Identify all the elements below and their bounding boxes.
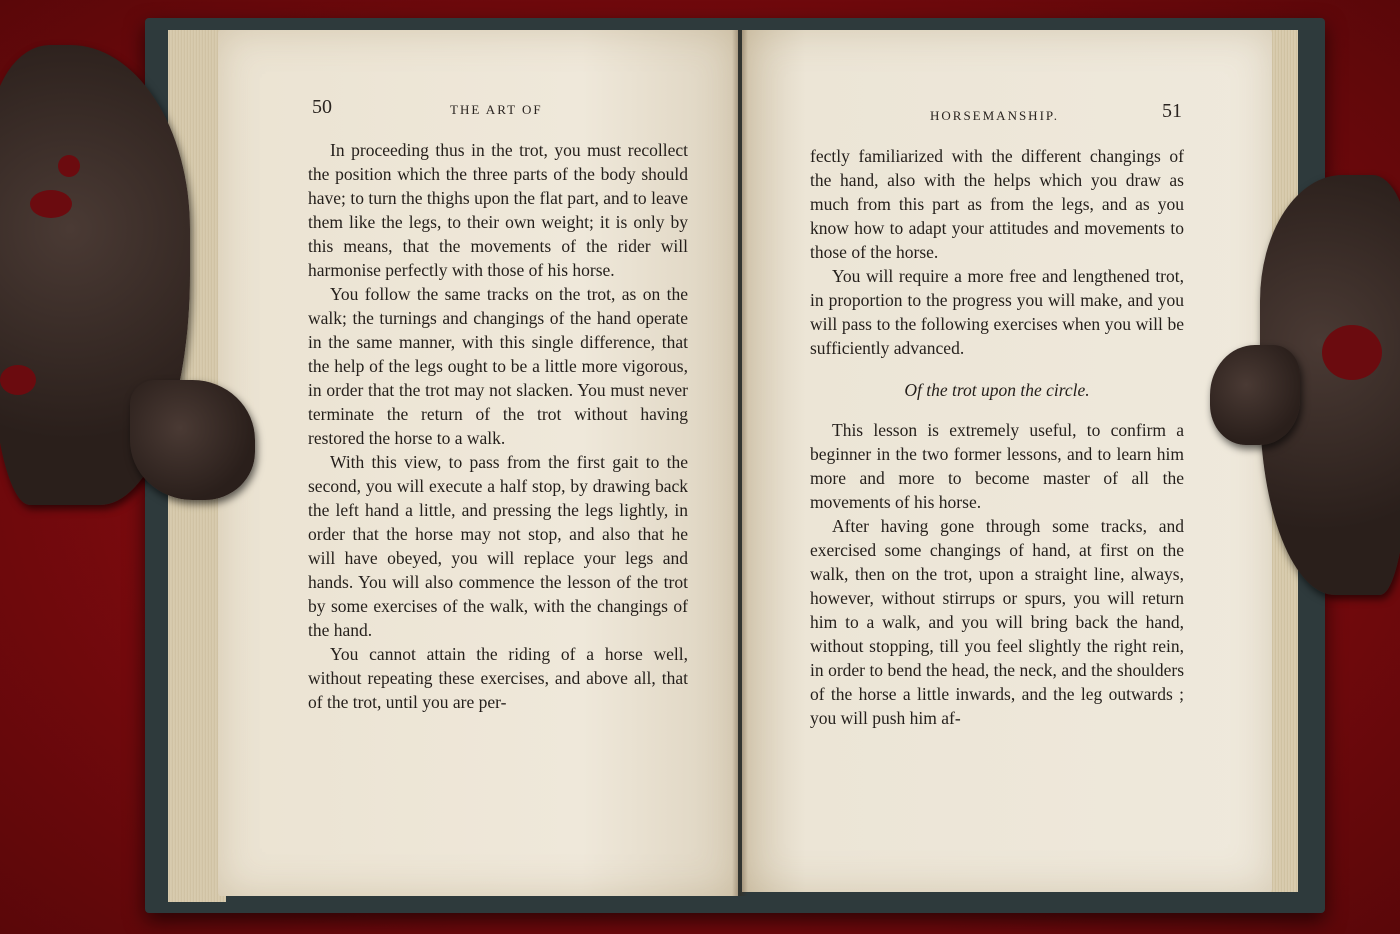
- left-page-number: 50: [312, 96, 332, 118]
- left-page-holder-arm: [130, 380, 255, 500]
- right-page-text: [810, 144, 1184, 730]
- clip-hole: [58, 155, 80, 177]
- clip-hole: [30, 190, 72, 218]
- left-running-head: THE ART OF: [450, 102, 543, 117]
- right-page-holder-arm: [1210, 345, 1300, 445]
- paragraph: fectly familiarized with the different changings of the hand, also with the helps which you draw as much from this part as from the legs, and as you know how to adapt your attitudes and movements to those of the horse.: [810, 146, 1184, 262]
- paragraph: You follow the same tracks on the trot, as on the walk; the turnings and changings of the hand operate in the same manner, with this single difference, that the help of the legs ought to be a little more vigorous, in order that the trot may not slacken. You must never terminate the return of the trot without having restored the horse to a walk.: [308, 284, 688, 448]
- clip-hole: [1322, 325, 1382, 380]
- paragraph: With this view, to pass from the first gait to the second, you will execute a half stop, by drawing back the left hand a little, and pressing the legs lightly, in order that the horse may not stop, and also that he will have obeyed, you will replace your legs and hands. You will also commence the lesson of the trot by some exercises of the walk, with the changings of the hand.: [308, 452, 688, 640]
- right-running-head: HORSEMANSHIP.: [930, 108, 1059, 123]
- left-page-text: [308, 138, 688, 714]
- paragraph: You cannot attain the riding of a horse well, without repeating these exercises, and above all, that of the trot, until you are per-: [308, 644, 688, 712]
- paragraph: This lesson is extremely useful, to confirm a beginner in the two former lessons, and to learn him more and more to become master of all the movements of his horse.: [810, 420, 1184, 512]
- paragraph: In proceeding thus in the trot, you must recollect the position which the three parts of the body should have; to turn the thighs upon the flat part, and to leave them like the legs, to their own weight; it is only by this means, that the movements of the rider will harmonise perfectly with those of his horse.: [308, 140, 688, 280]
- paragraph: You will require a more free and lengthened trot, in proportion to the progress you will make, and you will pass to the following exercises when you will be sufficiently advanced.: [810, 266, 1184, 358]
- right-page-number: 51: [1162, 100, 1182, 122]
- paragraph: After having gone through some tracks, and exercised some changings of hand, at first on the walk, then on the trot, upon a straight line, always, however, without stirrups or spurs, you will return him to a walk, and you will bring back the hand, without stopping, till you feel slightly the right rein, in order to bend the head, the neck, and the shoulders of the horse a little inwards, and the leg outwards ; you will push him af-: [810, 516, 1184, 728]
- book-gutter: [732, 30, 748, 896]
- section-title: Of the trot upon the circle.: [904, 380, 1090, 400]
- clip-hole: [0, 365, 36, 395]
